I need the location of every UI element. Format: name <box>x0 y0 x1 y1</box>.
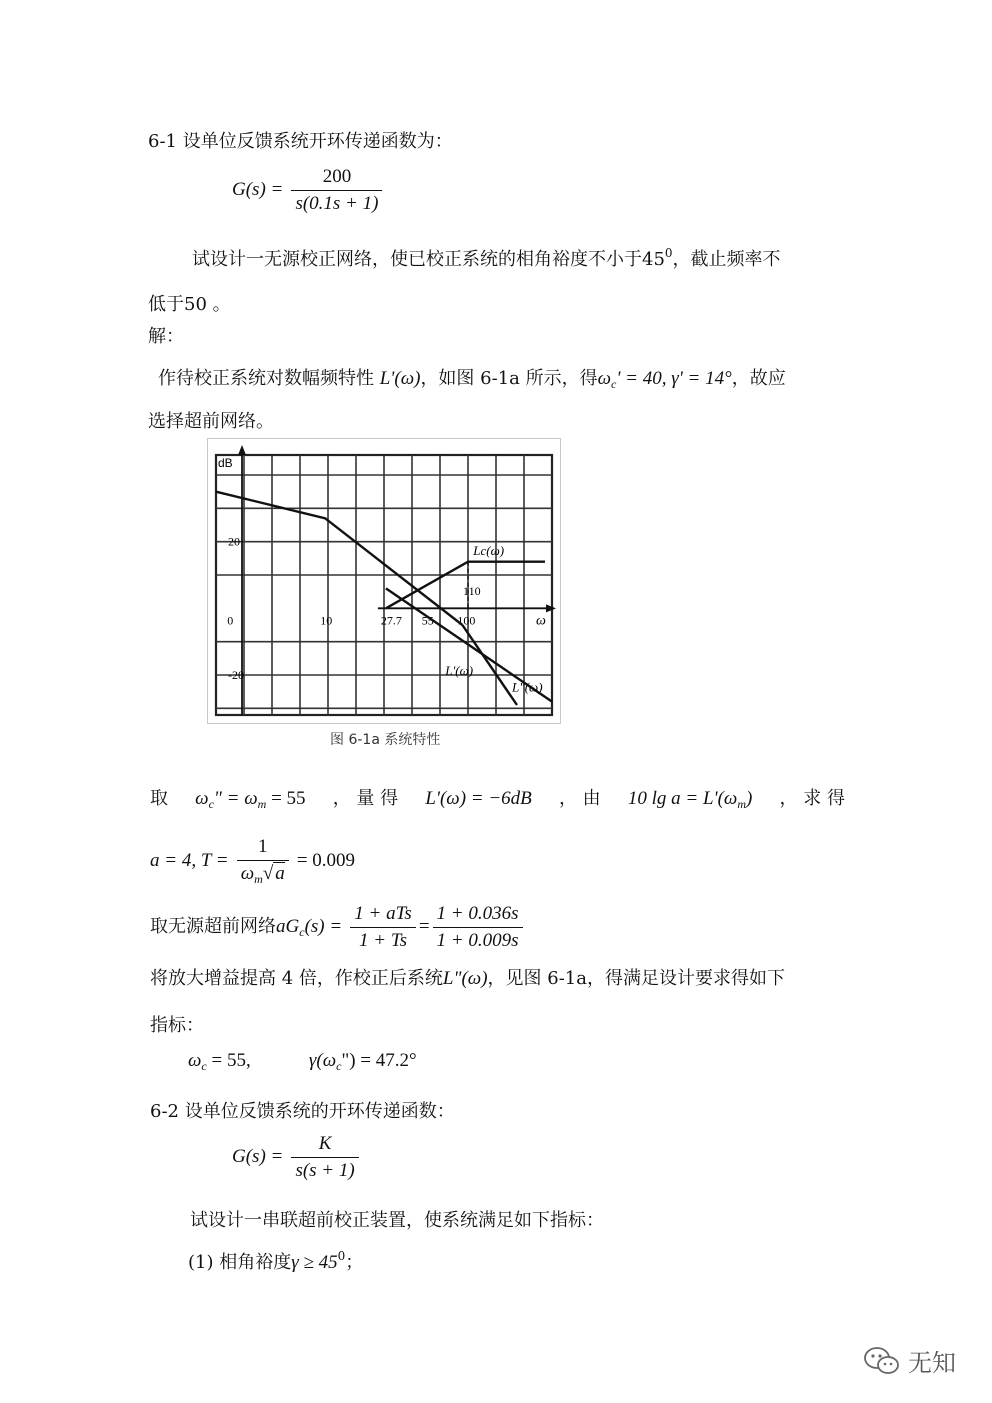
result-indices: $\omega_c = 55$, $\gamma(\omega_c") = 47.2^\circ$ <box>188 1050 417 1073</box>
y-axis-arrow-icon <box>238 445 246 455</box>
x-tick-label: 55 <box>421 613 434 628</box>
requirement-1: (1) 相角裕度$\gamma \ge 45^0$； <box>188 1249 364 1273</box>
a-T-equation: a = 4, T = $\frac{1}{\omega_m√ a}$ = 0.009 <box>150 836 356 886</box>
x-tick-label: 0 <box>227 613 234 628</box>
series-annotation: L"(ω) <box>512 679 543 695</box>
x-tick-label: 100 <box>457 613 476 628</box>
watermark-text: 无知 <box>908 1349 956 1377</box>
bode-chart <box>207 438 561 724</box>
x-tick-label: 27.7 <box>380 613 402 628</box>
series-annotation: L'(ω) <box>445 663 474 678</box>
y-tick-label: -20 <box>228 668 244 682</box>
task-line-1: 试设计一无源校正网络，使已校正系统的相角裕度不小于$45^0$，截止频率不 <box>192 246 781 270</box>
series-annotation: Lc(ω) <box>473 543 505 558</box>
x-tick-label: 110 <box>463 584 481 598</box>
series-line <box>216 492 462 628</box>
problem-6-2-heading: 6-2 设单位反馈系统的开环传递函数： <box>150 1101 455 1122</box>
gain-line-1: 将放大增益提高 4 倍，作校正后系统L"(ω)，见图 6-1a，得满足设计要求得如下 <box>150 968 785 989</box>
solution-line-2: 选择超前网络。 <box>148 411 274 432</box>
problem-6-1-heading: 6-1 设单位反馈系统开环传递函数为： <box>148 131 453 152</box>
tf-fraction: $\frac{200}{s(0.1s + 1)}$ <box>291 166 382 215</box>
y-tick-label: 20 <box>228 534 240 549</box>
solution-line-1: 作待校正系统对数幅频特性 L'(ω)，如图 6-1a 所示，得$\omega_c' = 40$, γ' = 14°，故应 <box>158 368 786 391</box>
take-line: 取 $\omega_c$" = $\omega_m = 55$ ， 量 得 L'(ω) = −6dB ， 由 10 $\lg a = L'(\omega_m)$ ， 求 得 <box>150 788 845 811</box>
figure-caption: 图 6-1a 系统特性 <box>330 732 441 748</box>
gain-line-2: 指标： <box>150 1015 204 1036</box>
solution-label: 解： <box>148 326 184 347</box>
wechat-icon <box>862 1345 902 1377</box>
transfer-function-6-2: G(s) = $\frac{K}{s(s + 1)}$ <box>232 1133 362 1182</box>
task-6-2: 试设计一串联超前校正装置，使系统满足如下指标： <box>190 1210 604 1231</box>
x-axis-label: ω <box>536 613 546 629</box>
x-tick-label: 10 <box>320 613 333 628</box>
watermark <box>862 1343 956 1378</box>
transfer-function-6-1: G(s) = $\frac{200}{s(0.1s + 1)}$ <box>232 166 385 215</box>
bode-chart-svg <box>208 439 560 723</box>
y-axis-label: dB <box>218 456 233 470</box>
task-line-2: 低于50 。 <box>148 294 231 315</box>
lead-network-equation: 取无源超前网络$aG_c(s)$ = $\frac{\text{1 + aTs}}{1 + Ts}$ = $\frac{1 + 0.036s}{1 + 0.009s}$ <box>150 903 526 952</box>
